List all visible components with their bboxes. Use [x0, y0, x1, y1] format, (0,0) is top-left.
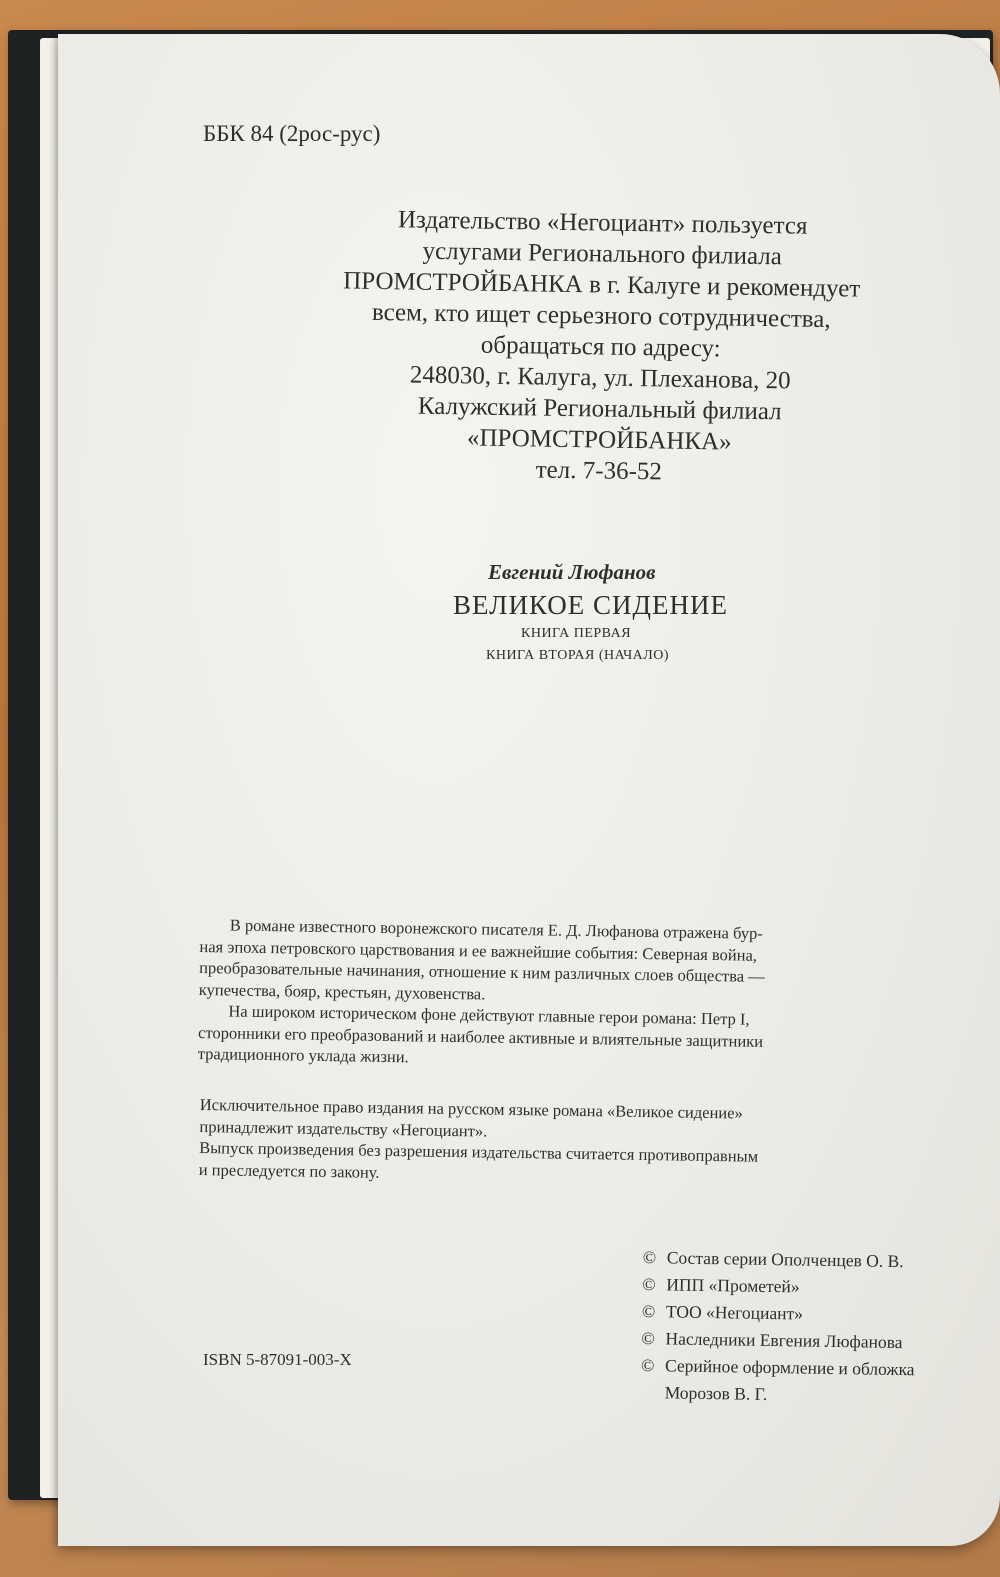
annotation-line: В романе известного воронежского писателя Е. Д. Люфанова отражена бур-: [229, 915, 763, 943]
rights-line: Исключительное право издания на русском языке романа «Великое сидение»: [199, 1094, 743, 1123]
publisher-notice: [249, 202, 953, 492]
copyright-holder: ИПП «Прометей»: [666, 1274, 800, 1297]
author-name: Евгений Люфанов: [488, 560, 656, 584]
publisher-line: ПРОМСТРОЙБАНКА в г. Калуге и рекомендует: [342, 267, 861, 303]
annotation-line: традиционного уклада жизни.: [197, 1043, 409, 1067]
book-subtitle-first: КНИГА ПЕРВАЯ: [521, 626, 632, 641]
annotation-line: преобразовательные начинания, отношение к ним различных слоев общества —: [199, 957, 765, 986]
publisher-line: услугами Регионального филиала: [422, 237, 783, 271]
copyright-icon: ©: [642, 1273, 656, 1295]
rights-notice: [199, 1094, 1000, 1193]
copyright-line: [641, 1325, 915, 1356]
copyright-icon: ©: [640, 1354, 655, 1376]
publisher-line: обращаться по адресу:: [480, 331, 721, 363]
copyright-icon: ©: [641, 1327, 655, 1349]
publisher-line: «ПРОМСТРОЙБАНКА»: [466, 424, 732, 456]
copyright-holder: Состав серии Ополченцев О. В.: [666, 1247, 904, 1272]
annotation-line: ная эпоха петровского царствования и ее важнейшие события: Северная война,: [199, 936, 758, 965]
copyright-holder: ТОО «Негоциант»: [665, 1301, 804, 1324]
copyright-line: [640, 1379, 914, 1410]
publisher-line: всем, кто ищет серьезного сотрудничества,: [371, 298, 831, 334]
copyright-list: [640, 1244, 916, 1410]
book-page: [58, 34, 1000, 1546]
copyright-holder: Серийное оформление и обложка: [664, 1355, 915, 1380]
copyright-icon: ©: [642, 1246, 657, 1268]
publisher-line: 248030, г. Калуга, ул. Плеханова, 20: [409, 361, 791, 395]
copyright-line: [642, 1298, 916, 1329]
annotation: [198, 914, 1000, 1077]
isbn: ISBN 5-87091-003-X: [203, 1350, 352, 1369]
book-subtitle-second: КНИГА ВТОРАЯ (НАЧАЛО): [486, 648, 670, 663]
copyright-line: [641, 1352, 915, 1383]
annotation-line: купечества, бояр, крестьян, духовенства.: [198, 979, 486, 1003]
publisher-line: Калужский Региональный филиал: [417, 392, 782, 426]
book-title: ВЕЛИКОЕ СИДЕНИЕ: [453, 590, 728, 620]
copyright-holder: Наследники Евгения Люфанова: [665, 1328, 903, 1353]
publisher-line: тел. 7-36-52: [535, 456, 663, 486]
rights-line: и преследуется по закону.: [198, 1159, 380, 1182]
bbk-code: ББК 84 (2рос-рус): [203, 121, 381, 146]
annotation-line: На широком историческом фоне действуют главные герои романа: Петр I,: [228, 1001, 750, 1029]
copyright-holder: Морозов В. Г.: [664, 1382, 768, 1404]
publisher-line: Издательство «Негоциант» пользуется: [397, 206, 808, 240]
annotation-line: сторонники его преобразований и наиболее активные и влиятельные защитники: [197, 1022, 764, 1051]
copyright-line: [643, 1244, 917, 1275]
copyright-line: [642, 1271, 916, 1302]
copyright-icon: ©: [641, 1300, 656, 1322]
rights-line: принадлежит издательству «Негоциант».: [199, 1116, 488, 1141]
rights-line: Выпуск произведения без разрешения издательства считается противоправным: [199, 1137, 759, 1166]
